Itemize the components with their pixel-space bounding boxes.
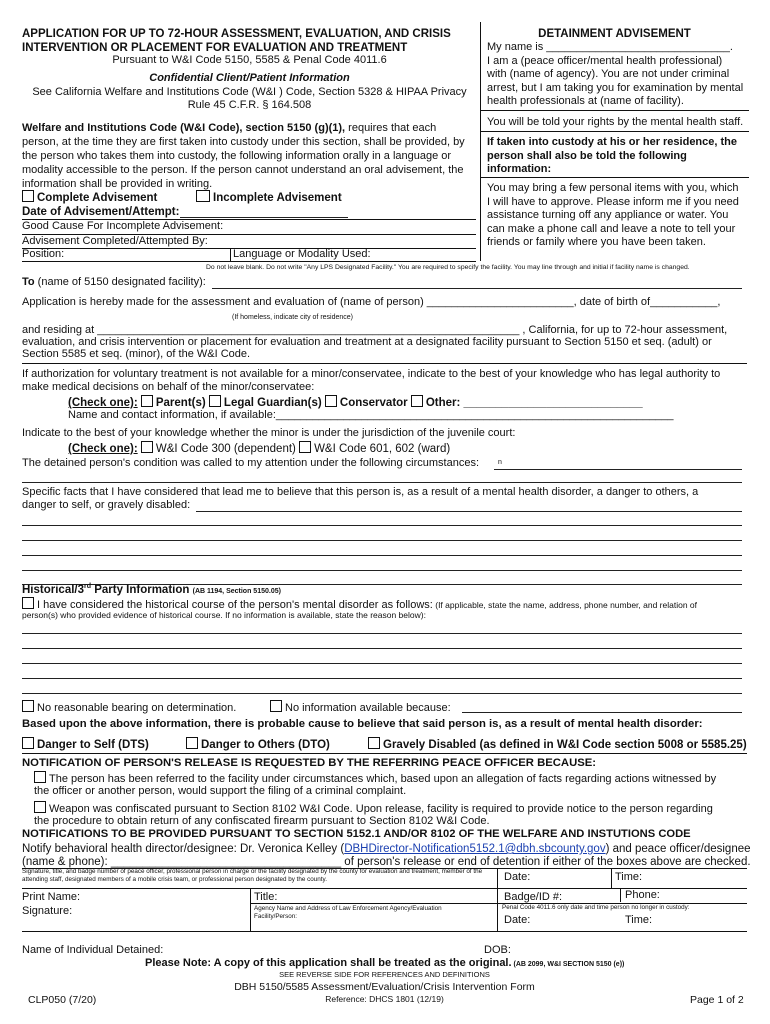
phone-label: Phone:: [625, 889, 660, 901]
see-reverse: SEE REVERSE SIDE FOR REFERENCES AND DEFINITIONS: [279, 970, 490, 979]
dob-label: DOB:: [484, 944, 511, 956]
to-facility-label: [22, 276, 206, 289]
incomplete-advisement-checkbox[interactable]: [196, 190, 210, 202]
form-code: CLP050 (7/20): [28, 994, 97, 1006]
section-line: Section 5585 et seq. (minor), of the W&I Code.: [22, 348, 251, 360]
no-info-label: No information available because:: [285, 702, 451, 714]
weapon-line1: Weapon was confiscated pursuant to Section 8102 W&I Code. Upon release, facility is required to provide notice to the person regarding: [49, 803, 713, 815]
pursuant-line: Pursuant to W&I Code 5150, 5585 & Penal Code 4011.6: [112, 54, 387, 66]
agency-label: Agency Name and Address of Law Enforcement Agency/Evaluation Facility/Person:: [254, 905, 442, 920]
probable-cause-statement: Based upon the above information, there is probable cause to believe that said person is, as a result of mental health disorder:: [22, 718, 703, 730]
notify-line1-b: ) and peace officer/designee: [605, 843, 751, 855]
code601-label: W&I Code 601, 602 (ward): [314, 443, 451, 455]
completed-by-label: Advisement Completed/Attempted By:: [22, 235, 208, 247]
historical-field-4[interactable]: [22, 678, 742, 679]
wic-paragraph: [22, 121, 477, 191]
advisement-line3: with (name of agency). You are not under criminal: [487, 68, 730, 80]
wic-text-4: modality accessible to the person. If the person cannot understand an oral advisement, the: [22, 164, 464, 176]
no-info-option[interactable]: [270, 700, 451, 715]
advisement-line2: I am a (peace officer/mental health professional): [487, 54, 723, 67]
code601-checkbox[interactable]: [299, 441, 311, 453]
homeless-note: (If homeless, indicate city of residence): [232, 314, 353, 321]
historical-ab: (AB 1194, Section 5150.05): [192, 588, 281, 595]
form-title-line2: INTERVENTION OR PLACEMENT FOR EVALUATION AND TREATMENT: [22, 42, 408, 55]
referred-checkbox[interactable]: [34, 771, 46, 783]
reference-line: Reference: DHCS 1801 (12/19): [325, 994, 444, 1004]
notify-line1: [22, 842, 751, 856]
gd-label: Gravely Disabled (as defined in W&I Code section 5008 or 5585.25): [383, 739, 747, 751]
good-cause-label: Good Cause For Incomplete Advisement:: [22, 220, 224, 232]
date-label: Date:: [504, 871, 531, 883]
other-label: Other: ____________________________: [425, 397, 643, 409]
condition-mark: n: [498, 459, 502, 466]
facts-line2: danger to self, or gravely disabled:: [22, 499, 191, 511]
historical-checkbox[interactable]: [22, 597, 34, 609]
director-email-link[interactable]: DBHDirector-Notification5152.1@dbh.sbcounty.gov: [344, 843, 606, 855]
conservator-label: Conservator: [339, 397, 408, 409]
penal-code-note: Penal Code 4011.6 only date and time person no longer in custody:: [502, 904, 690, 911]
juvenile-check-row: [68, 441, 450, 456]
historical-persons: person(s) who provided evidence of historical course. If no information is available, state the reason below):: [22, 610, 426, 620]
advisement-intro: [487, 41, 749, 109]
advisement-residence-1: If taken into custody at his or her residence, the: [487, 136, 738, 148]
to-label: To: [22, 276, 35, 288]
page-number: Page 1 of 2: [690, 994, 744, 1006]
form-title-line1: APPLICATION FOR UP TO 72-HOUR ASSESSMENT, EVALUATION, AND CRISIS: [22, 28, 451, 40]
historical-title-text: Historical/3: [22, 584, 84, 596]
wic-text-5: information shall be provided in writing.: [22, 178, 213, 190]
see-code-line1: See California Welfare and Institutions Code (W&I ) Code, Section 5328 & HIPAA Privacy: [32, 86, 467, 98]
facts-line1: Specific facts that I have considered that lead me to believe that this person is, as a result of a mental health disorder, a danger to others, a: [22, 486, 699, 498]
please-note: [145, 957, 624, 970]
complete-advisement-label: Complete Advisement: [37, 192, 158, 204]
condition-field[interactable]: [494, 469, 742, 470]
referred-line1: The person has been referred to the facility under circumstances which, based upon an allegation of facts regarding actions witnessed by: [49, 773, 717, 785]
no-bearing-checkbox[interactable]: [22, 700, 34, 712]
advisement-residence: [487, 136, 745, 177]
dts-label: Danger to Self (DTS): [37, 739, 149, 751]
advisement-residence-2: person shall also be told the following: [487, 149, 687, 162]
historical-sup: rd: [84, 583, 91, 591]
time-label-2: Time:: [625, 914, 653, 926]
facts-field-4[interactable]: [22, 555, 742, 556]
form-footer-title: DBH 5150/5585 Assessment/Evaluation/Crisis Intervention Form: [234, 981, 535, 993]
historical-title: [22, 583, 281, 597]
check-one-label-2: (Check one):: [68, 443, 138, 455]
complete-advisement-option[interactable]: [22, 190, 157, 205]
dts-option[interactable]: [22, 737, 149, 752]
signature-label: Signature:: [22, 905, 73, 917]
date-advisement-field[interactable]: [180, 217, 348, 218]
detained-name-label: Name of Individual Detained:: [22, 944, 164, 956]
gd-checkbox[interactable]: [368, 737, 380, 749]
dts-checkbox[interactable]: [22, 737, 34, 749]
no-bearing-label: No reasonable bearing on determination.: [37, 702, 237, 714]
date-advisement-label: Date of Advisement/Attempt:: [22, 206, 180, 218]
residing-line: and residing at _____________________________________________________________________ , California, for up to 72-hour assessment,: [22, 324, 728, 336]
advisement-personal-2: I will have to approve. Please inform me if you need: [487, 195, 739, 208]
advisement-line5: health professionals at (name of facility).: [487, 95, 684, 107]
incomplete-advisement-label: Incomplete Advisement: [213, 192, 342, 204]
condition-field-2[interactable]: [22, 482, 742, 483]
dto-checkbox[interactable]: [186, 737, 198, 749]
check-one-label: (Check one):: [68, 397, 138, 409]
title-label: Title:: [254, 891, 278, 903]
historical-title-rest: Party Information: [91, 584, 193, 596]
wic-text-2: person, at the time they are first taken into custody under this section, shall be provided, by: [22, 136, 465, 148]
juvenile-line: Indicate to the best of your knowledge whether the minor is under the jurisdiction of the juvenile court:: [22, 427, 516, 439]
advisement-personal-1: You may bring a few personal items with you, which: [487, 182, 739, 194]
contact-info-line: Name and contact information, if available:_________________________________________________________________: [68, 409, 674, 421]
advisement-personal-items: [487, 182, 749, 250]
notify-line2: (name & phone): ____________________________________ of person's release or end of detention if either of the boxes above are checked.: [22, 856, 751, 868]
incomplete-advisement-option[interactable]: [196, 190, 342, 205]
facts-field-5[interactable]: [22, 570, 742, 571]
referred-line2: the officer or another person, would support the filing of a criminal complaint.: [34, 785, 407, 797]
advisement-personal-4: can make a phone call and leave a note to tell your: [487, 222, 736, 235]
language-label: Language or Modality Used:: [233, 248, 371, 260]
condition-line: The detained person's condition was called to my attention under the following circumstances:: [22, 457, 480, 469]
signature-note: Signature, title, and badge number of peace officer, professional person in charge or the facility designated by the county for evaluation and treatment, member of the attending staff, designated members of a mobile crisis team, or professional person designated by the county.: [22, 868, 483, 883]
minor-line2: make medical decisions on behalf of the minor/conservatee:: [22, 381, 315, 393]
historical-field-5[interactable]: [22, 693, 742, 694]
notification-title: NOTIFICATION OF PERSON'S RELEASE IS REQUESTED BY THE REFERRING PEACE OFFICER BECAUSE:: [22, 757, 597, 769]
other-checkbox[interactable]: [411, 395, 423, 407]
historical-applicable: (If applicable, state the name, address, phone number, and relation of: [432, 600, 698, 610]
weapon-checkbox[interactable]: [34, 801, 46, 813]
print-name-label: Print Name:: [22, 891, 81, 903]
application-line: Application is hereby made for the assessment and evaluation of (name of person) ________________________, date of birth of___________,: [22, 296, 721, 308]
advisement-line4: arrest, but I am taking you for examination by mental: [487, 81, 744, 94]
parents-checkbox[interactable]: [141, 395, 153, 407]
facility-name-field[interactable]: [212, 288, 742, 289]
to-rest: (name of 5150 designated facility):: [34, 276, 206, 288]
position-label: Position:: [22, 248, 65, 260]
notify-line1-a: Notify behavioral health director/designee: Dr. Veronica Kelley (: [22, 843, 345, 855]
dto-option[interactable]: [186, 737, 330, 752]
code300-label: W&I Code 300 (dependent): [155, 443, 296, 455]
authority-check-row: [68, 395, 643, 410]
please-note-text: Please Note: A copy of this application shall be treated as the original.: [145, 957, 512, 969]
form-title: [22, 27, 477, 55]
advisement-personal-5: friends or family where you have been taken.: [487, 236, 706, 248]
code300-checkbox[interactable]: [141, 441, 153, 453]
parents-label: Parent(s): [155, 397, 206, 409]
do-not-leave-blank-notice: Do not leave blank. Do not write "Any LPS Designated Facility." You are required to specify the facility. You may line through and initial if facility name is changed.: [206, 264, 690, 271]
historical-field-1[interactable]: [22, 633, 742, 634]
wic-lead: Welfare and Institutions Code (W&I Code), section 5150 (g)(1),: [22, 122, 346, 134]
facts-field-3[interactable]: [22, 540, 742, 541]
badge-label: Badge/ID #:: [504, 891, 563, 903]
evaluation-line: evaluation, and crisis intervention or placement for evaluation and treatment at a designated facility pursuant to Section 5150 et seq. (adult) or: [22, 336, 712, 348]
wic-text-3: the person who takes them into custody, the following information orally in a language or: [22, 150, 452, 162]
wic-text-1: requires that each: [345, 122, 437, 134]
historical-field-2[interactable]: [22, 648, 742, 649]
please-note-ab: (AB 2099, W&I SECTION 5150 (e)): [511, 961, 625, 968]
advisement-residence-3: information:: [487, 163, 552, 175]
legal-guardian-checkbox[interactable]: [209, 395, 221, 407]
complete-advisement-checkbox[interactable]: [22, 190, 34, 202]
gd-option[interactable]: [368, 737, 747, 752]
no-bearing-option[interactable]: [22, 700, 236, 715]
dto-label: Danger to Others (DTO): [201, 739, 330, 751]
weapon-line2: the procedure to obtain return of any confiscated firearm pursuant to Section 8102 W&I Code.: [34, 815, 490, 827]
no-info-field[interactable]: [462, 712, 742, 713]
minor-line1: If authorization for voluntary treatment is not available for a minor/conservatee, indicate to the best of your knowledge who has legal authority to: [22, 368, 721, 380]
advisement-line1: My name is ______________________________.: [487, 41, 733, 53]
time-label: Time:: [615, 871, 643, 883]
historical-considered: I have considered the historical course of the person's mental disorder as follows:: [37, 599, 433, 611]
detainment-advisement-title: DETAINMENT ADVISEMENT: [538, 28, 691, 40]
facts-field-2[interactable]: [22, 525, 742, 526]
facts-field-1[interactable]: [196, 511, 742, 512]
no-info-checkbox[interactable]: [270, 700, 282, 712]
date-label-2: Date:: [504, 914, 531, 926]
historical-field-3[interactable]: [22, 663, 742, 664]
legal-guardian-label: Legal Guardian(s): [223, 397, 322, 409]
notifications-provided: NOTIFICATIONS TO BE PROVIDED PURSUANT TO SECTION 5152.1 AND/OR 8102 OF THE WELFARE AND INSTUTIONS CODE: [22, 828, 691, 840]
see-code-line2: Rule 45 C.F.R. § 164.508: [187, 99, 312, 111]
confidential-label: Confidential Client/Patient Information: [149, 72, 350, 84]
advisement-rights: You will be told your rights by the mental health staff.: [487, 116, 744, 128]
conservator-checkbox[interactable]: [325, 395, 337, 407]
advisement-personal-3: assistance turning off any appliance or water. You: [487, 209, 729, 221]
